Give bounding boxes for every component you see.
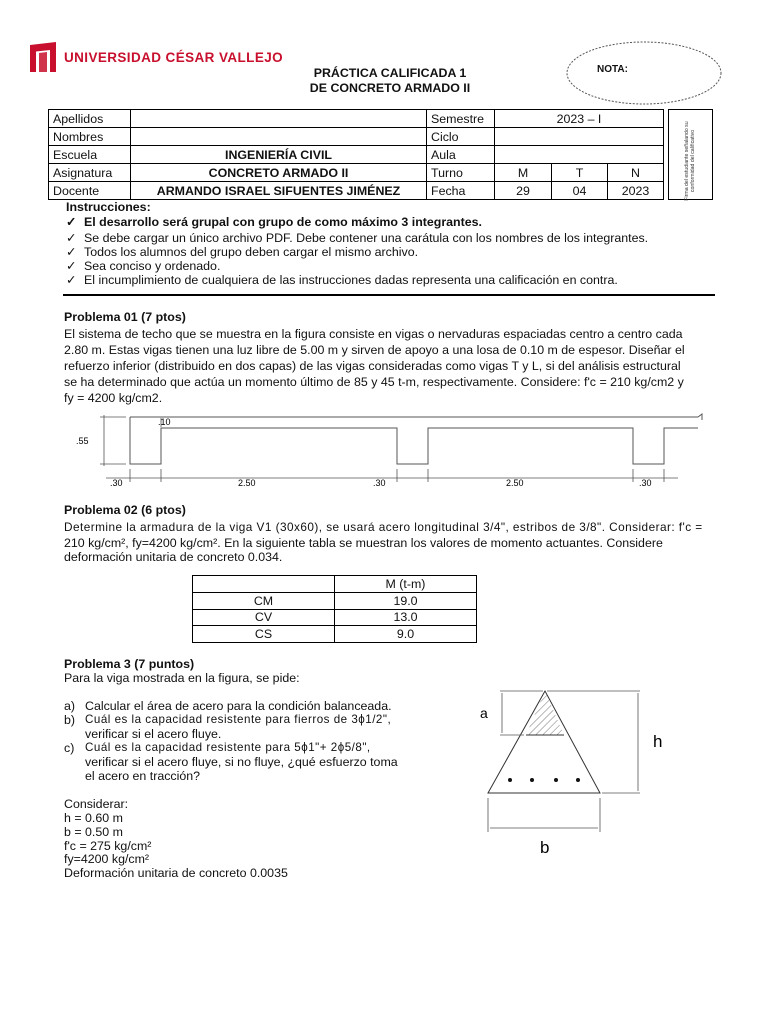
row-label: CV xyxy=(193,609,335,626)
problem-1-line: se ha determinado que actúa un momento último de 85 y 45 t-m, respectivamente. Considere: f'c = 210 kg/cm2 y xyxy=(64,375,684,389)
apellidos-label: Apellidos xyxy=(49,110,131,128)
dim-label: 2.50 xyxy=(238,478,256,488)
beam-outline xyxy=(130,417,698,464)
list-text: Cuál es la capacidad resistente para 5ϕ1"+ 2ϕ5/8", xyxy=(85,741,371,754)
problem-1-text xyxy=(64,326,716,406)
turno-option-n[interactable]: N xyxy=(608,164,664,182)
consideration-item: h = 0.60 m xyxy=(64,811,123,825)
asignatura-value: CONCRETO ARMADO II xyxy=(131,164,427,182)
compression-zone xyxy=(526,691,564,735)
section-divider xyxy=(63,294,715,296)
university-name: UNIVERSIDAD CÉSAR VALLEJO xyxy=(64,50,284,65)
dim-label: .30 xyxy=(639,478,652,488)
fecha-label: Fecha xyxy=(427,182,495,200)
instruction-text: Todos los alumnos del grupo deben cargar el mismo archivo. xyxy=(84,245,419,259)
row-value: 13.0 xyxy=(335,609,477,626)
problem-2-heading: Problema 02 (6 ptos) xyxy=(64,503,186,517)
docente-label: Docente xyxy=(49,182,131,200)
b-label: b xyxy=(540,838,550,857)
escuela-label: Escuela xyxy=(49,146,131,164)
title-line-1: PRÁCTICA CALIFICADA 1 xyxy=(313,66,467,80)
instruction-item xyxy=(66,272,618,287)
table-header-empty xyxy=(193,576,335,593)
checkmark-icon: ✓ xyxy=(66,215,77,229)
list-letter: a) xyxy=(64,699,76,713)
turno-label: Turno xyxy=(427,164,495,182)
checkmark-icon: ✓ xyxy=(66,231,77,245)
rebar-dots xyxy=(508,778,580,782)
dim-label: 2.50 xyxy=(506,478,524,488)
table-row xyxy=(49,128,664,146)
docente-value: ARMANDO ISRAEL SIFUENTES JIMÉNEZ xyxy=(131,182,427,200)
asignatura-label: Asignatura xyxy=(49,164,131,182)
consideration-item: b = 0.50 m xyxy=(64,825,123,839)
checkmark-icon: ✓ xyxy=(66,259,77,273)
instruction-item xyxy=(66,230,648,245)
list-text: verificar si el acero fluye. xyxy=(85,727,222,741)
problem-2-line: 210 kg/cm², fy=4200 kg/cm². En la siguiente tabla se muestran los valores de momento actuantes. Considere xyxy=(64,536,663,550)
span-dimension-line xyxy=(106,469,678,482)
instruction-text: El desarrollo será grupal con grupo de como máximo 3 integrantes. xyxy=(84,215,482,229)
table-row xyxy=(193,626,477,643)
dim-label: .30 xyxy=(110,478,123,488)
grade-oval xyxy=(565,40,723,106)
problem-3-intro: Para la viga mostrada en la figura, se pide: xyxy=(64,671,300,685)
checkmark-icon: ✓ xyxy=(66,245,77,259)
table-row xyxy=(193,609,477,626)
list-text: Calcular el área de acero para la condición balanceada. xyxy=(85,699,392,713)
row-value: 9.0 xyxy=(335,626,477,643)
problem-2-line: deformación unitaria de concreto 0.034. xyxy=(64,550,283,564)
h-dimension xyxy=(547,691,640,793)
a-label: a xyxy=(480,705,488,721)
row-value: 19.0 xyxy=(335,592,477,609)
triangle-section-figure xyxy=(470,680,700,860)
turno-option-m[interactable]: M xyxy=(495,164,552,182)
row-label: CS xyxy=(193,626,335,643)
list-text: Cuál es la capacidad resistente para fierros de 3ϕ1/2", xyxy=(85,713,392,726)
consideration-item: Deformación unitaria de concreto 0.0035 xyxy=(64,866,288,880)
problem-1-line: El sistema de techo que se muestra en la figura consiste en vigas o nervaduras espaciadas centro a centro cada xyxy=(64,327,683,341)
problem-1-line: 2.80 m. Estas vigas tienen una luz libre de 5.00 m y sirven de apoyo a una losa de 0.10 m de espesor. Diseñar el xyxy=(64,343,685,357)
ciclo-label: Ciclo xyxy=(427,128,495,146)
university-logo-icon xyxy=(30,42,56,72)
list-letter: b) xyxy=(64,713,76,727)
fecha-year: 2023 xyxy=(608,182,664,200)
instruction-text: Se debe cargar un único archivo PDF. Debe contener una carátula con los nombres de los integrantes. xyxy=(84,231,649,245)
turno-option-t[interactable]: T xyxy=(552,164,608,182)
grade-label: NOTA: xyxy=(597,64,628,75)
depth-dimension xyxy=(100,415,126,466)
nombres-label: Nombres xyxy=(49,128,131,146)
problem-3-heading: Problema 3 (7 puntos) xyxy=(64,657,195,671)
list-text: el acero en tracción? xyxy=(85,769,201,783)
instruction-text: El incumplimiento de cualquiera de las instrucciones dadas representa una calificación en contra. xyxy=(84,273,618,287)
aula-label: Aula xyxy=(427,146,495,164)
ciclo-field[interactable] xyxy=(495,128,664,146)
signature-note: Firma del estudiante señalando su conformidad del calificativo xyxy=(684,121,696,201)
instructions-title: Instrucciones: xyxy=(66,200,151,214)
semestre-label: Semestre xyxy=(427,110,495,128)
table-header: M (t-m) xyxy=(335,576,477,593)
student-info-table xyxy=(48,109,664,200)
dim-label: .30 xyxy=(373,478,386,488)
list-item xyxy=(64,713,424,727)
list-letter: c) xyxy=(64,741,75,755)
list-text: verificar si el acero fluye, si no fluye, ¿qué esfuerzo toma xyxy=(85,755,398,769)
table-row xyxy=(49,110,664,128)
table-row xyxy=(49,164,664,182)
aula-field[interactable] xyxy=(495,146,664,164)
table-row xyxy=(49,146,664,164)
problem-2-line: Determine la armadura de la viga V1 (30x60), se usará acero longitudinal 3/4", estribos de 3/8". Considerar: f'c = xyxy=(64,520,703,534)
semestre-value: 2023 – I xyxy=(495,110,664,128)
title-line-2: DE CONCRETO ARMADO II xyxy=(309,81,471,95)
problem-1-line: fy = 4200 kg/cm2. xyxy=(64,391,163,405)
instruction-text: Sea conciso y ordenado. xyxy=(84,259,221,273)
problem-1-line: refuerzo inferior (distribuido en dos capas) de las vigas consideradas como vigas T y L, si del análisis estructural xyxy=(64,359,681,373)
page-title xyxy=(240,66,540,96)
depth-label: .55 xyxy=(76,436,89,446)
beam-section-figure xyxy=(66,412,716,492)
fecha-day: 29 xyxy=(495,182,552,200)
instruction-item xyxy=(66,214,482,229)
instruction-item xyxy=(66,258,220,273)
nombres-field[interactable] xyxy=(131,128,427,146)
h-label: h xyxy=(653,732,663,751)
slab-label: .10 xyxy=(158,417,171,427)
b-dimension xyxy=(488,798,600,832)
table-row xyxy=(49,182,664,200)
problem-1-heading: Problema 01 (7 ptos) xyxy=(64,310,186,324)
instruction-item xyxy=(66,244,418,259)
table-row xyxy=(193,592,477,609)
fecha-month: 04 xyxy=(552,182,608,200)
list-item xyxy=(64,699,392,713)
list-item xyxy=(64,741,424,755)
break-mark xyxy=(698,414,702,420)
apellidos-field[interactable] xyxy=(131,110,427,128)
moments-table xyxy=(192,575,477,643)
consideration-item: f'c = 275 kg/cm² xyxy=(64,839,152,853)
row-label: CM xyxy=(193,592,335,609)
checkmark-icon: ✓ xyxy=(66,273,77,287)
considerations-title: Considerar: xyxy=(64,797,129,811)
table-row xyxy=(193,576,477,593)
consideration-item: fy=4200 kg/cm² xyxy=(64,852,150,866)
escuela-value: INGENIERÍA CIVIL xyxy=(131,146,427,164)
